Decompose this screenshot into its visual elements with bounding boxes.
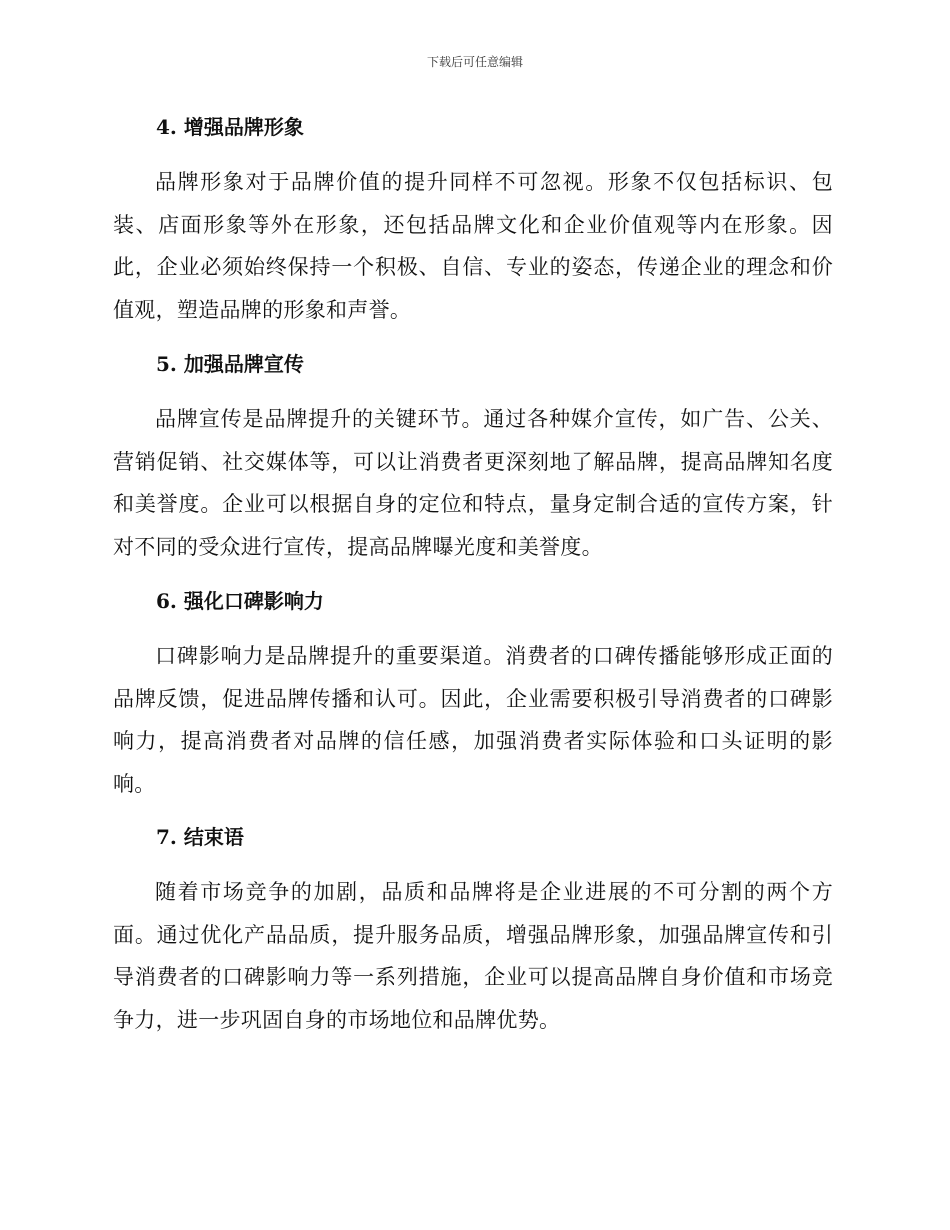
section-paragraph-5: 品牌宣传是品牌提升的关键环节。通过各种媒介宣传，如广告、公关、营销促销、社交媒体等，可以让消费者更深刻地了解品牌，提高品牌知名度和美誉度。企业可以根据自身的定位和特点，量身定制合适的宣传方案，针对不同的受众进行宣传，提高品牌曝光度和美誉度。 — [113, 407, 833, 559]
section-heading-6: 6. 强化口碑影响力 — [156, 589, 324, 613]
section-heading-4: 4. 增强品牌形象 — [156, 115, 304, 139]
section-paragraph-7: 随着市场竞争的加剧，品质和品牌将是企业进展的不可分割的两个方面。通过优化产品品质，提升服务品质，增强品牌形象，加强品牌宣传和引导消费者的口碑影响力等一系列措施，企业可以提高品牌自身价值和市场竞争力，进一步巩固自身的市场地位和品牌优势。 — [113, 880, 833, 1032]
page-header: 下载后可任意编辑 — [426, 55, 523, 69]
section-heading-7: 7. 结束语 — [156, 825, 244, 849]
section-heading-5: 5. 加强品牌宣传 — [156, 352, 304, 376]
section-paragraph-6: 口碑影响力是品牌提升的重要渠道。消费者的口碑传播能够形成正面的品牌反馈，促进品牌传播和认可。因此，企业需要积极引导消费者的口碑影响力，提高消费者对品牌的信任感，加强消费者实际体验和口头证明的影响。 — [113, 644, 833, 796]
section-paragraph-4: 品牌形象对于品牌价值的提升同样不可忽视。形象不仅包括标识、包装、店面形象等外在形象，还包括品牌文化和企业价值观等内在形象。因此，企业必须始终保持一个积极、自信、专业的姿态，传递企业的理念和价值观，塑造品牌的形象和声誉。 — [113, 170, 833, 322]
